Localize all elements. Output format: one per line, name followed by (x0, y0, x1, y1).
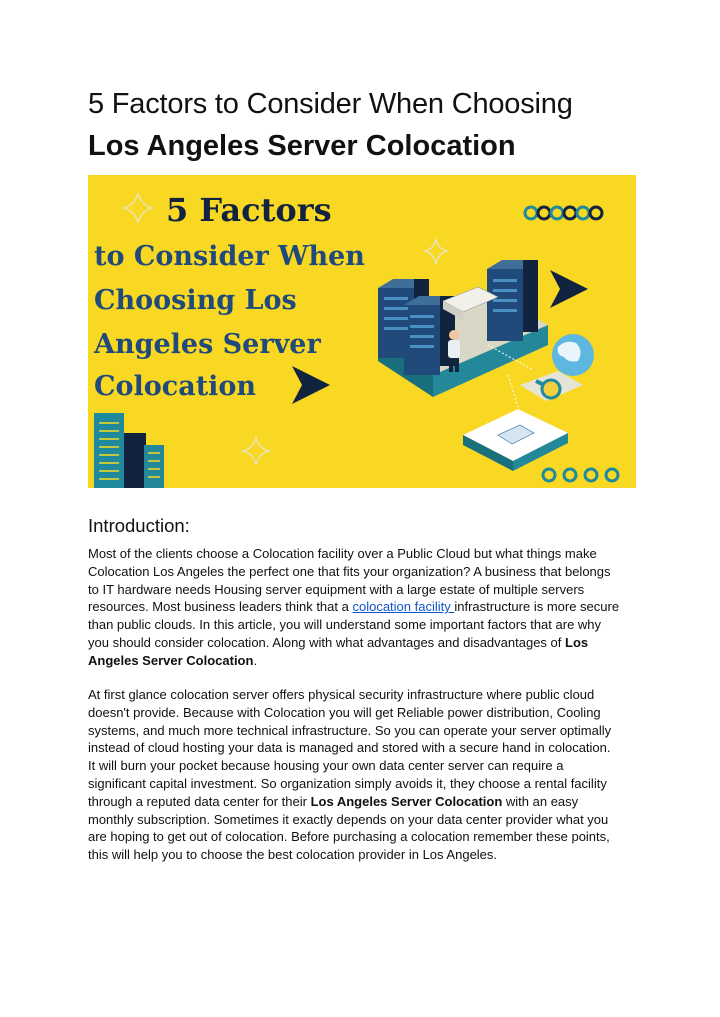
email-block (463, 409, 568, 471)
text-line: than public clouds. In this article, you will understand some important factors that are why (88, 617, 602, 633)
banner-heading: 5 Factors (166, 191, 332, 229)
text-line (88, 793, 636, 811)
feature-banner-image (88, 175, 636, 488)
text-segment: through a reputed data center for their (88, 793, 311, 809)
intro-paragraph-2 (88, 686, 636, 864)
text-segment: resources. Most business leaders think that a (88, 599, 353, 615)
colocation-facility-link[interactable]: colocation facility (352, 599, 455, 615)
text-line: to IT hardware needs Housing server equipment with a large estate of multiple servers (88, 581, 585, 597)
globe-icon (552, 334, 594, 376)
intro-paragraph-1 (88, 545, 636, 670)
text-line: doesn't provide. Because with Colocation you will get Reliable power distribution, Cooling (88, 704, 601, 720)
rings-bottom-icon (543, 469, 618, 481)
text-line: instead of cloud hosting your data is managed and stored with a secure hand in colocation. (88, 740, 611, 756)
section-heading: Introduction: (88, 515, 190, 536)
text-segment: with an easy (502, 793, 579, 809)
title-line-1: 5 Factors to Consider When Choosing (88, 88, 573, 120)
text-segment: you should consider colocation. Along with what advantages and disadvantages of (88, 634, 565, 650)
rings-top-icon (525, 207, 602, 219)
text-line: systems, and much more technical infrastructure. So you can operate your server optimally (88, 722, 612, 738)
banner-line-2: Choosing Los (94, 285, 297, 316)
text-line (88, 598, 636, 616)
text-line (88, 652, 636, 670)
text-line (88, 634, 636, 652)
text-line: are hoping to get out of colocation. Before purchasing a colocation remember these points, (88, 829, 610, 845)
building-icon (94, 413, 164, 488)
text-segment: infrastructure is more secure (454, 599, 620, 615)
bold-text: Los Angeles Server Colocation (310, 793, 503, 809)
text-line: Colocation Los Angeles the perfect one that fits your organization? A business that belongs (88, 563, 611, 579)
text-line: It will burn your pocket because housing your own data center server can require a (88, 758, 564, 774)
text-line: significant capital investment. So organization simply avoids it, they choose a rental facility (88, 775, 607, 791)
text-line: At first glance colocation server offers physical security infrastructure where public cloud (88, 687, 595, 702)
title-line-2: Los Angeles Server Colocation (88, 130, 516, 162)
text-line: this will help you to choose the best colocation provider in Los Angeles. (88, 847, 498, 863)
banner-line-3: Angeles Server (94, 329, 321, 360)
bold-text: Angeles Server Colocation (88, 652, 254, 668)
banner-line-4: Colocation (94, 371, 257, 402)
banner-line-1: to Consider When (94, 241, 365, 272)
text-line: Most of the clients choose a Colocation facility over a Public Cloud but what things make (88, 546, 597, 561)
text-line: monthly subscription. Sometimes it exactly depends on your data center provider what you (88, 811, 609, 827)
bold-text: Los (565, 634, 589, 650)
text-segment: . (253, 652, 258, 668)
